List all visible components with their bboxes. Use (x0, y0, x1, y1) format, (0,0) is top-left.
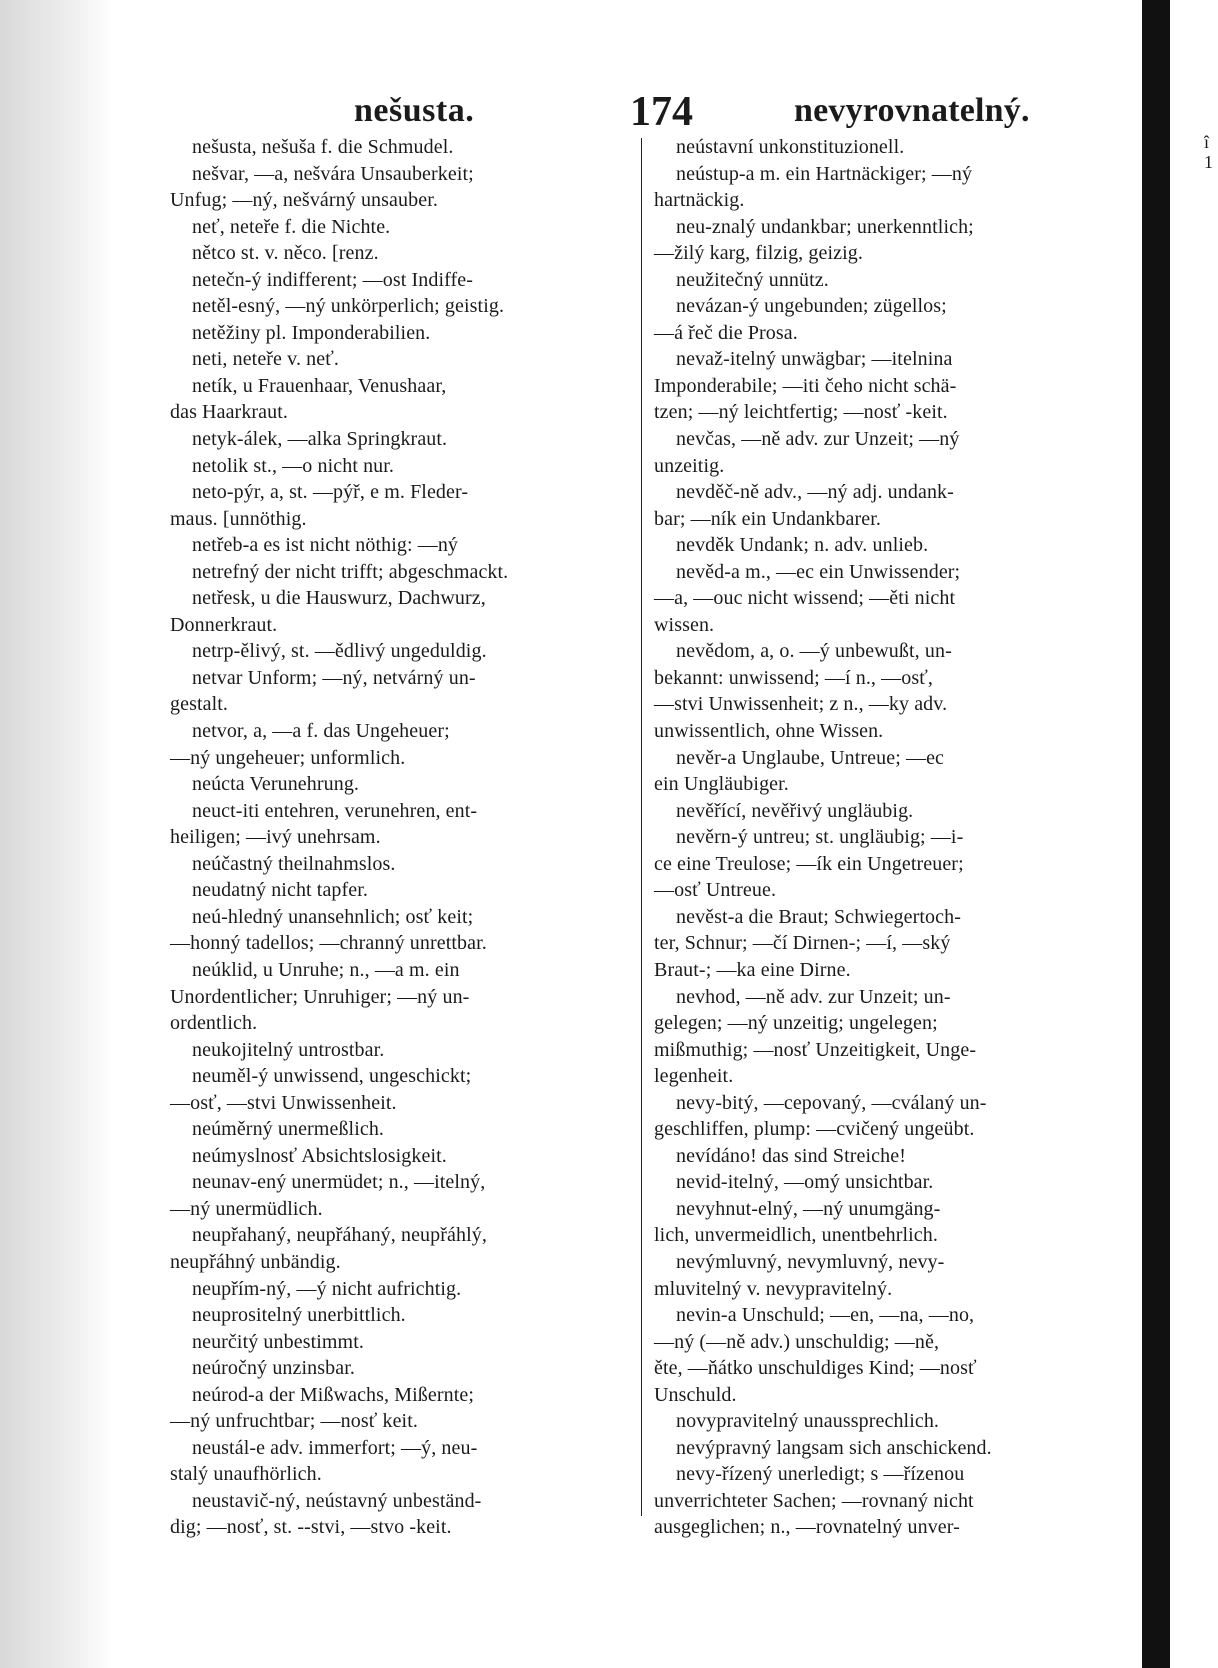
adjacent-page-mark-1: î (1204, 132, 1210, 152)
left-column-line: netík, u Frauenhaar, Venushaar, (192, 374, 447, 397)
right-column-line: Unschuld. (654, 1383, 737, 1406)
left-column-line: das Haarkraut. (170, 401, 289, 424)
left-column-line: neustál-e adv. immerfort; —ý, neu- (192, 1436, 478, 1459)
left-column-line: —ný ungeheuer; unformlich. (170, 746, 406, 769)
right-column-line: unzeitig. (654, 454, 725, 477)
left-column-line: neúměrný unermeßlich. (192, 1118, 385, 1141)
left-column-line: heiligen; —ivý unehrsam. (170, 826, 381, 849)
left-column-line: neuct-iti entehren, verunehren, ent- (192, 799, 478, 822)
right-column-line: ter, Schnur; —čí Dirnen-; —í, —ský (654, 932, 951, 955)
right-column-line: lich, unvermeidlich, unentbehrlich. (654, 1224, 938, 1247)
right-column-line: gelegen; —ný unzeitig; ungelegen; (654, 1012, 938, 1035)
left-column-line: neúmyslnosť Absichtslosigkeit. (192, 1144, 447, 1167)
right-column-line: neu-znalý undankbar; unerkenntlich; (676, 215, 974, 238)
right-column-line: ein Ungläubiger. (654, 773, 789, 796)
right-column-line: —á řeč die Prosa. (654, 321, 798, 344)
left-column-line: neť, neteře f. die Nichte. (192, 215, 391, 238)
right-column-line: bekannt: unwissend; —í n., —osť, (654, 666, 933, 689)
right-column-line: nevid-itelný, —omý unsichtbar. (676, 1171, 934, 1194)
right-column-line: nevy-bitý, —cepovaný, —cválaný un- (676, 1091, 987, 1114)
left-column-line: neúčastný theilnahmslos. (192, 852, 396, 875)
left-column-line: neupřáhný unbändig. (170, 1250, 341, 1273)
left-column-line: nětco st. v. něco. [renz. (192, 242, 379, 265)
left-column-line: netvar Unform; —ný, netvárný un- (192, 666, 476, 689)
right-column-line: bar; —ník ein Undankbarer. (654, 507, 881, 530)
left-column-line: neurčitý unbestimmt. (192, 1330, 364, 1353)
left-column-line: netrp-ělivý, st. —ědlivý ungeduldig. (192, 640, 487, 663)
right-column-line: geschliffen, plump: —cvičený ungeübt. (654, 1118, 975, 1141)
right-column-line: mißmuthig; —nosť Unzeitigkeit, Unge- (654, 1038, 977, 1061)
left-column-line: nešusta, nešuša f. die Schmudel. (192, 136, 454, 158)
left-column-line: Donnerkraut. (170, 613, 278, 636)
right-column-line: nevýmluvný, nevymluvný, nevy- (676, 1250, 945, 1273)
left-column-line: neú-hledný unansehnlich; osť keit; (192, 905, 474, 928)
right-column-line: legenheit. (654, 1065, 734, 1088)
left-column-line: Unfug; —ný, nešvárný unsauber. (170, 189, 438, 212)
right-column-line: —žilý karg, filzig, geizig. (654, 242, 863, 265)
left-column-line: neúklid, u Unruhe; n., —a m. ein (192, 958, 460, 981)
right-column-line: Imponderabile; —iti čeho nicht schä- (654, 374, 957, 397)
right-column-line: nevčas, —ně adv. zur Unzeit; —ný (676, 428, 960, 451)
left-column-line: netyk-álek, —alka Springkraut. (192, 428, 448, 451)
left-column-line: nešvar, —a, nešvára Unsauberkeit; (192, 162, 474, 185)
left-column-line: netrefný der nicht trifft; abgeschmackt. (192, 560, 509, 583)
left-column-line: Unordentlicher; Unruhiger; —ný un- (170, 985, 470, 1008)
right-column-line: —ný (—ně adv.) unschuldig; —ně, (654, 1330, 940, 1353)
right-column-line: nevýpravný langsam sich anschickend. (676, 1436, 992, 1459)
column-divider (641, 138, 642, 1516)
right-column-line: nevěr-a Unglaube, Untreue; —ec (676, 746, 945, 769)
right-column-line: nevhod, —ně adv. zur Unzeit; un- (676, 985, 951, 1008)
right-column-line: —stvi Unwissenheit; z n., —ky adv. (654, 693, 948, 716)
left-column-line: neupřím-ný, —ý nicht aufrichtig. (192, 1277, 462, 1300)
left-page-shadow (0, 0, 112, 1668)
right-column-line: ce eine Treulose; —ík ein Ungetreuer; (654, 852, 964, 875)
left-column-line: neto-pýr, a, st. —pýř, e m. Fleder- (192, 481, 469, 504)
right-column-line: neústup-a m. ein Hartnäckiger; —ný (676, 162, 973, 185)
left-column-line: neúcta Verunehrung. (192, 773, 360, 796)
right-column-line: ěte, —ňátko unschuldiges Kind; —nosť (654, 1357, 977, 1380)
right-column-line: tzen; —ný leichtfertig; —nosť -keit. (654, 401, 948, 424)
left-column-line: —ný unermüdlich. (170, 1197, 323, 1220)
left-column-line: neudatný nicht tapfer. (192, 879, 369, 902)
left-column-line: —honný tadellos; —chranný unrettbar. (170, 932, 487, 955)
left-dictionary-column (170, 134, 630, 1541)
left-column-line: netřeb-a es ist nicht nöthig: —ný (192, 534, 459, 557)
right-column-line: —a, —ouc nicht wissend; —ěti nicht (654, 587, 956, 610)
right-column-line: ausgeglichen; n., —rovnatelný unver- (654, 1516, 960, 1539)
left-column-line: netolik st., —o nicht nur. (192, 454, 395, 477)
right-column-line: hartnäckig. (654, 189, 745, 212)
left-column-line: ordentlich. (170, 1012, 258, 1035)
adjacent-page-marks (1204, 132, 1214, 172)
right-column-line: nevděk Undank; n. adv. unlieb. (676, 534, 929, 557)
right-column-line: Braut-; —ka eine Dirne. (654, 958, 851, 981)
right-column-line: nevděč-ně adv., —ný adj. undank- (676, 481, 954, 504)
right-column-line: nevěřící, nevěřivý ungläubig. (676, 799, 914, 822)
left-column-line: netečn-ý indifferent; —ost Indiffe- (192, 268, 473, 291)
left-column-line: netěžiny pl. Imponderabilien. (192, 321, 431, 344)
left-column-line: gestalt. (170, 693, 229, 716)
book-gutter-shadow (1142, 0, 1170, 1668)
right-column-line: nevyhnut-elný, —ný unumgäng- (676, 1197, 941, 1220)
right-column-line: —osť Untreue. (654, 879, 777, 902)
left-column-line: neukojitelný untrostbar. (192, 1038, 385, 1061)
header-right-guide-word: nevyrovnatelný. (794, 92, 1030, 129)
left-column-line: neuprositelný unerbittlich. (192, 1304, 406, 1327)
left-column-line: neúročný unzinsbar. (192, 1357, 355, 1380)
left-column-line: neustavič-ný, neústavný unbeständ- (192, 1489, 482, 1512)
page-number: 174 (630, 89, 693, 135)
header-left-guide-word: nešusta. (354, 92, 475, 129)
right-column-line: nevázan-ý ungebunden; zügellos; (676, 295, 947, 318)
left-column-line: dig; —nosť, st. --stvi, —stvo -keit. (170, 1516, 452, 1539)
left-column-line: neúrod-a der Mißwachs, Mißernte; (192, 1383, 474, 1406)
right-column-line: unverrichteter Sachen; —rovnaný nicht (654, 1489, 974, 1512)
left-column-line: neuměl-ý unwissend, ungeschickt; (192, 1065, 472, 1088)
left-column-line: maus. [unnöthig. (170, 507, 307, 530)
right-column-line: nevěst-a die Braut; Schwiegertoch- (676, 905, 961, 928)
right-column-line: nevídáno! das sind Streiche! (676, 1144, 906, 1167)
right-column-line: unwissentlich, ohne Wissen. (654, 720, 884, 743)
right-dictionary-column (654, 134, 1126, 1541)
left-column-line: neti, neteře v. neť. (192, 348, 339, 371)
right-column-line: wissen. (654, 613, 715, 636)
right-column-line: neústavní unkonstituzionell. (676, 136, 905, 158)
page-header (148, 82, 1128, 140)
left-column-line: neupřahaný, neupřáhaný, neupřáhlý, (192, 1224, 487, 1247)
adjacent-page-edge (1170, 0, 1218, 1668)
right-column-line: nevy-řízený unerledigt; s —řízenou (676, 1463, 965, 1486)
right-column-line: novypravitelný unaussprechlich. (676, 1410, 940, 1433)
left-column-line: —ný unfruchtbar; —nosť keit. (170, 1410, 418, 1433)
left-column-line: neunav-ený unermüdet; n., —itelný, (192, 1171, 486, 1194)
left-column-line: netěl-esný, —ný unkörperlich; geistig. (192, 295, 505, 318)
left-column-line: stalý unaufhörlich. (170, 1463, 322, 1486)
left-column-line: netřesk, u die Hauswurz, Dachwurz, (192, 587, 486, 610)
right-column-line: nevěrn-ý untreu; st. ungläubig; —i- (676, 826, 964, 849)
left-column-line: netvor, a, —a f. das Ungeheuer; (192, 720, 450, 743)
right-column-line: nevin-a Unschuld; —en, —na, —no, (676, 1304, 975, 1327)
adjacent-page-mark-2: 1 (1204, 152, 1213, 172)
right-column-line: nevaž-itelný unwägbar; —itelnina (676, 348, 953, 371)
right-column-line: mluvitelný v. nevypravitelný. (654, 1277, 893, 1300)
right-column-line: nevěd-a m., —ec ein Unwissender; (676, 560, 961, 583)
dictionary-page (148, 72, 1128, 1642)
right-column-line: neužitečný unnütz. (676, 268, 829, 291)
right-column-line: nevědom, a, o. —ý unbewußt, un- (676, 640, 952, 663)
left-column-line: —osť, —stvi Unwissenheit. (170, 1091, 397, 1114)
